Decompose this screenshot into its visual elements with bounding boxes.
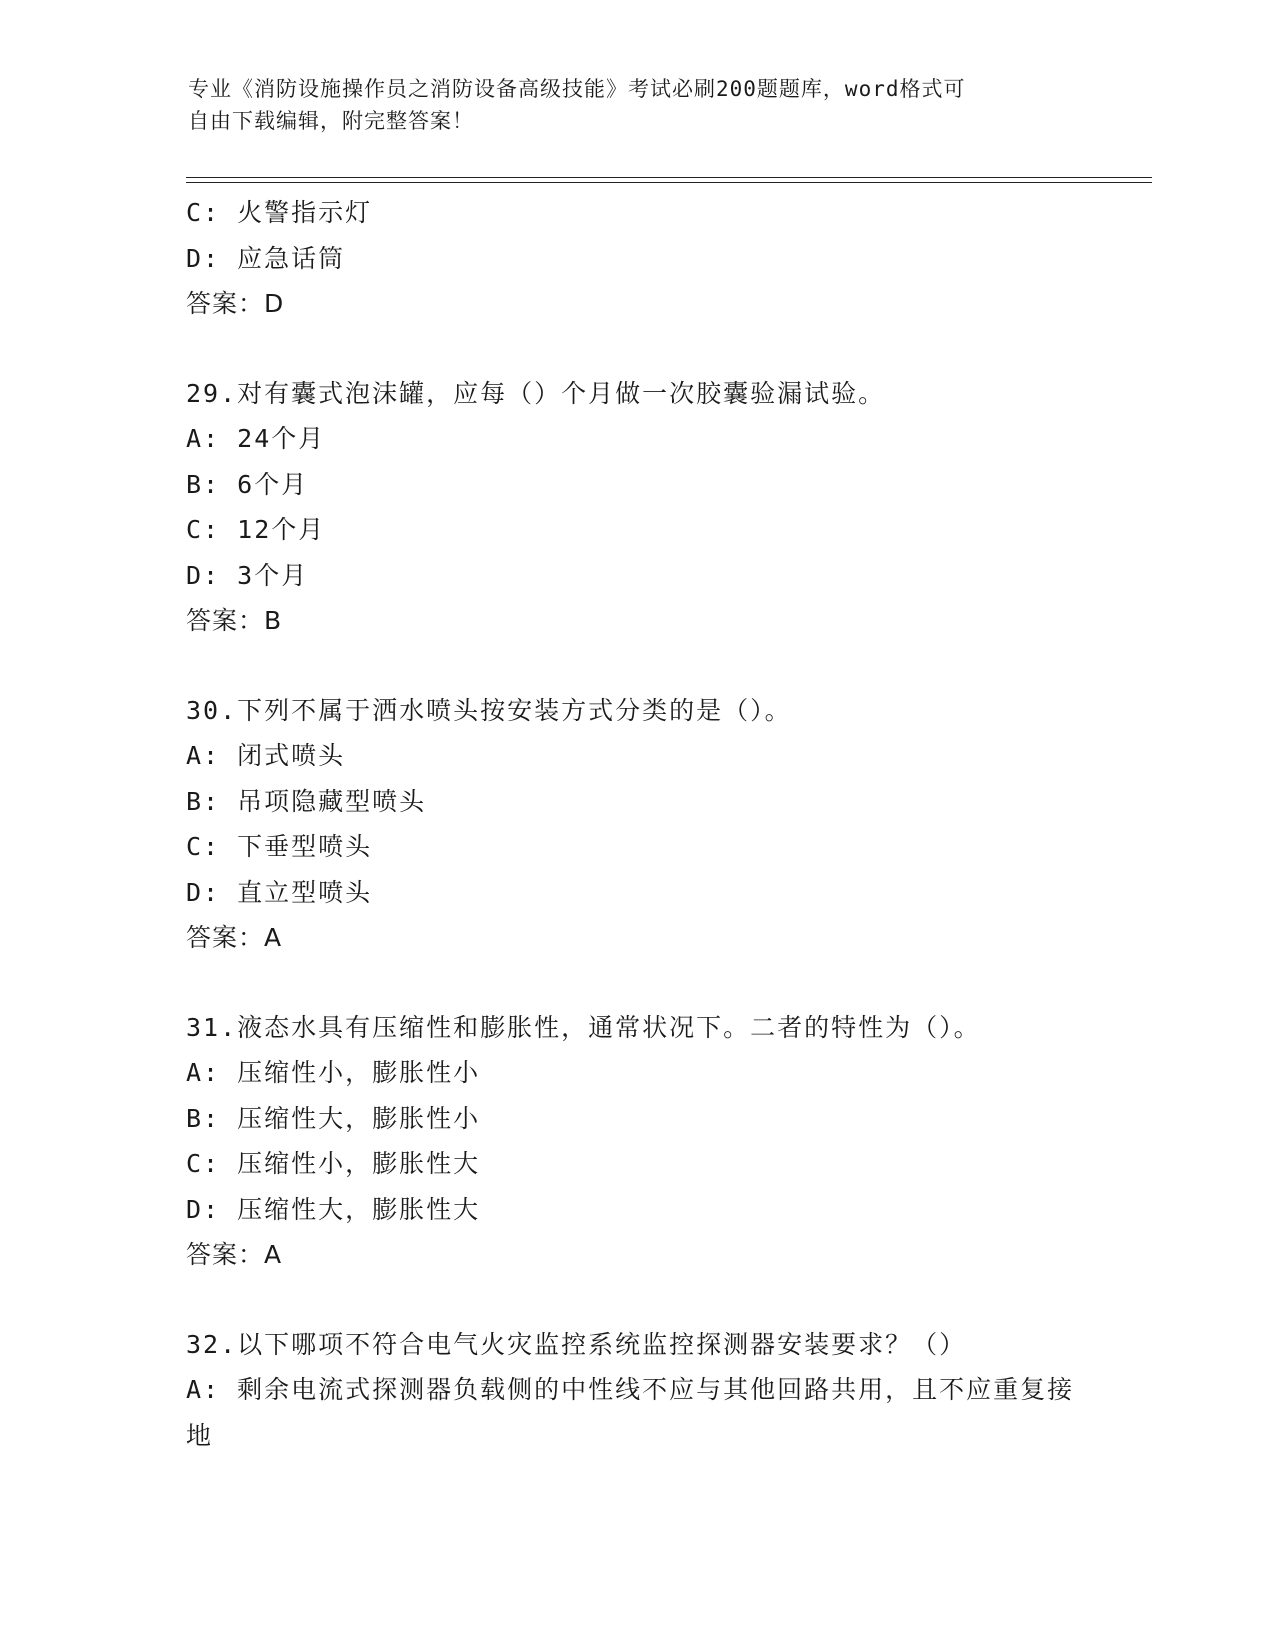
- question-text: 下列不属于洒水喷头按安装方式分类的是（）。: [237, 695, 792, 725]
- document-header: [188, 73, 1088, 137]
- header-divider-top: [186, 177, 1152, 178]
- option-text: 应急话筒: [237, 243, 346, 273]
- option-letter: A:: [186, 1375, 221, 1404]
- question-spacer: [186, 327, 1086, 371]
- option-letter: D:: [186, 877, 221, 907]
- option-text: 压缩性小，膨胀性小: [237, 1058, 481, 1087]
- option-text: 吊项隐藏型喷头: [237, 786, 427, 816]
- question-31: [186, 1005, 1086, 1278]
- option-letter: B:: [186, 469, 221, 499]
- option-letter: C:: [186, 832, 221, 861]
- answer-label: 答案：: [186, 606, 265, 635]
- option-text: 3个月: [237, 560, 309, 590]
- option-text: 12个月: [237, 515, 326, 544]
- option-d: [186, 870, 1086, 916]
- option-text: 闭式喷头: [237, 741, 346, 770]
- option-text: 下垂型喷头: [237, 832, 373, 861]
- option-c: [186, 1141, 1086, 1187]
- option-text: 24个月: [237, 424, 326, 453]
- answer-line: [186, 1232, 1086, 1278]
- option-letter: C:: [186, 198, 221, 227]
- answer-line: [186, 915, 1086, 961]
- option-b: [186, 779, 1086, 825]
- question-text: 以下哪项不符合电气火灾监控系统监控探测器安装要求？（）: [237, 1329, 967, 1359]
- answer-value: D: [264, 289, 285, 318]
- question-29: [186, 371, 1086, 644]
- option-a: [186, 416, 1086, 462]
- answer-label: 答案：: [186, 1240, 265, 1269]
- question-stem: [186, 371, 1086, 417]
- answer-line: [186, 281, 1086, 327]
- question-text: 对有囊式泡沫罐，应每（）个月做一次胶囊验漏试验。: [237, 378, 886, 408]
- option-letter: A:: [186, 424, 221, 453]
- option-text: 压缩性大，膨胀性小: [237, 1103, 481, 1133]
- question-number: 29.: [186, 378, 238, 408]
- answer-line: [186, 598, 1086, 644]
- option-letter: A:: [186, 741, 221, 770]
- answer-value: B: [264, 606, 283, 635]
- option-d: [186, 1187, 1086, 1233]
- header-line-2: 自由下载编辑，附完整答案！: [188, 109, 474, 133]
- question-spacer: [186, 644, 1086, 688]
- question-number: 32.: [186, 1329, 238, 1359]
- header-divider-bottom: [186, 182, 1152, 183]
- option-a: [186, 733, 1086, 779]
- option-a: [186, 1050, 1086, 1096]
- answer-label: 答案：: [186, 923, 265, 952]
- option-letter: C:: [186, 515, 221, 544]
- option-letter: B:: [186, 1103, 221, 1133]
- question-30: [186, 688, 1086, 961]
- header-line-1: 专业《消防设施操作员之消防设备高级技能》考试必刷200题题库，word格式可: [188, 77, 966, 101]
- question-spacer: [186, 961, 1086, 1005]
- option-letter: D:: [186, 560, 221, 590]
- question-spacer: [186, 1278, 1086, 1322]
- question-number: 31.: [186, 1012, 238, 1042]
- option-text: 压缩性大，膨胀性大: [237, 1194, 481, 1224]
- option-letter: C:: [186, 1149, 221, 1178]
- option-d: [186, 236, 1086, 282]
- option-b: [186, 1096, 1086, 1142]
- option-letter: A:: [186, 1058, 221, 1087]
- option-text: 压缩性小，膨胀性大: [237, 1149, 481, 1178]
- answer-value: A: [264, 1240, 283, 1269]
- option-c: [186, 824, 1086, 870]
- option-a: [186, 1367, 1076, 1458]
- option-c: [186, 190, 1086, 236]
- question-number: 30.: [186, 695, 238, 725]
- option-letter: D:: [186, 243, 221, 273]
- option-d: [186, 553, 1086, 599]
- question-32: [186, 1322, 1086, 1459]
- option-b: [186, 462, 1086, 508]
- answer-value: A: [264, 923, 283, 952]
- option-letter: B:: [186, 786, 221, 816]
- question-stem: [186, 688, 1086, 734]
- option-letter: D:: [186, 1194, 221, 1224]
- option-text: 直立型喷头: [237, 877, 373, 907]
- option-c: [186, 507, 1086, 553]
- option-text: 6个月: [237, 469, 309, 499]
- question-stem: [186, 1005, 1086, 1051]
- option-text: 火警指示灯: [237, 198, 373, 227]
- question-text: 液态水具有压缩性和膨胀性，通常状况下。二者的特性为（）。: [237, 1012, 981, 1042]
- question-28-continuation: [186, 190, 1086, 327]
- question-stem: [186, 1322, 1086, 1368]
- answer-label: 答案：: [186, 289, 265, 318]
- question-list: [186, 190, 1086, 1458]
- option-text: 剩余电流式探测器负载侧的中性线不应与其他回路共用，且不应重复接地: [186, 1375, 1075, 1450]
